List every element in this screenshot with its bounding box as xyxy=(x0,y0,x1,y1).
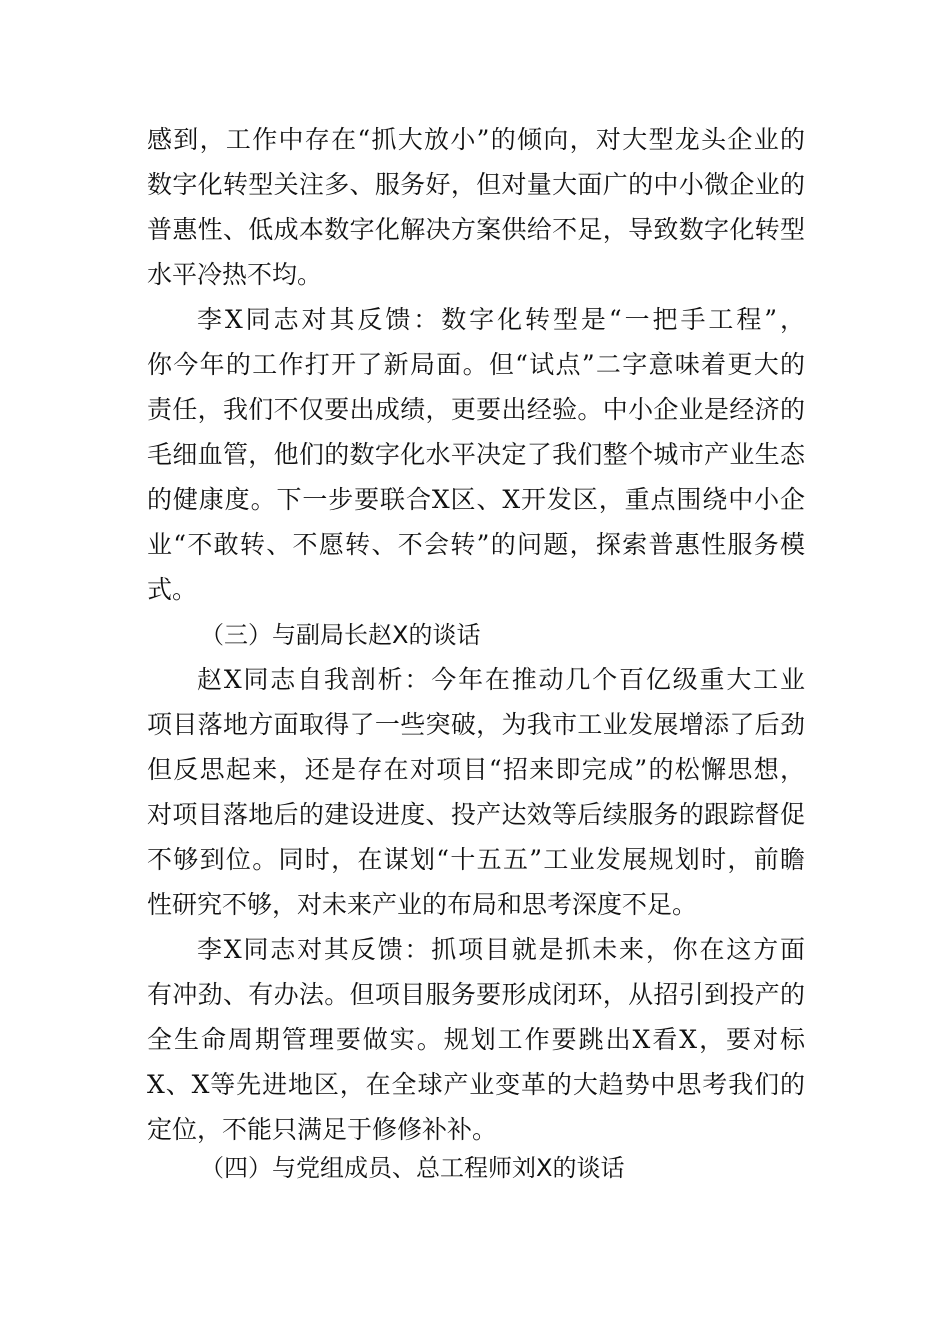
text-line: 但反思起来，还是存在对项目“招来即完成”的松懈思想， xyxy=(147,755,805,784)
section-heading: （四）与党组成员、总工程师刘X的谈话 xyxy=(200,1154,625,1182)
text-line: 水平冷热不均。 xyxy=(147,260,323,289)
text-line: 数字化转型关注多、服务好，但对量大面广的中小微企业的 xyxy=(147,170,805,199)
text-line: 感到，工作中存在“抓大放小”的倾向，对大型龙头企业的 xyxy=(147,125,805,154)
text-line: 业“不敢转、不愿转、不会转”的问题，探索普惠性服务模 xyxy=(147,530,805,559)
section-heading: （三）与副局长赵X的谈话 xyxy=(200,621,481,649)
text-line: 你今年的工作打开了新局面。但“试点”二字意味着更大的 xyxy=(147,350,805,379)
text-line: 有冲劲、有办法。但项目服务要形成闭环，从招引到投产的 xyxy=(147,980,805,1009)
text-line: 性研究不够，对未来产业的布局和思考深度不足。 xyxy=(147,890,698,919)
text-line: 对项目落地后的建设进度、投产达效等后续服务的跟踪督促 xyxy=(147,800,805,829)
text-line: 李X同志对其反馈：抓项目就是抓未来，你在这方面 xyxy=(197,935,805,964)
text-line: 李X同志对其反馈：数字化转型是“一把手工程”， xyxy=(197,305,805,334)
text-line: 项目落地方面取得了一些突破，为我市工业发展增添了后劲 xyxy=(147,710,805,739)
text-line: 毛细血管，他们的数字化水平决定了我们整个城市产业生态 xyxy=(147,440,805,469)
text-line: X、X等先进地区，在全球产业变革的大趋势中思考我们的 xyxy=(147,1070,805,1099)
text-line: 的健康度。下一步要联合X区、X开发区，重点围绕中小企 xyxy=(147,485,805,514)
text-line: 赵X同志自我剖析：今年在推动几个百亿级重大工业 xyxy=(197,665,805,694)
text-line: 不够到位。同时，在谋划“十五五”工业发展规划时，前瞻 xyxy=(147,845,805,874)
text-line: 全生命周期管理要做实。规划工作要跳出X看X，要对标 xyxy=(147,1025,805,1054)
text-line: 式。 xyxy=(147,575,198,604)
text-line: 责任，我们不仅要出成绩，更要出经验。中小企业是经济的 xyxy=(147,395,805,424)
text-line: 普惠性、低成本数字化解决方案供给不足，导致数字化转型 xyxy=(147,215,805,244)
text-line: 定位，不能只满足于修修补补。 xyxy=(147,1115,498,1144)
